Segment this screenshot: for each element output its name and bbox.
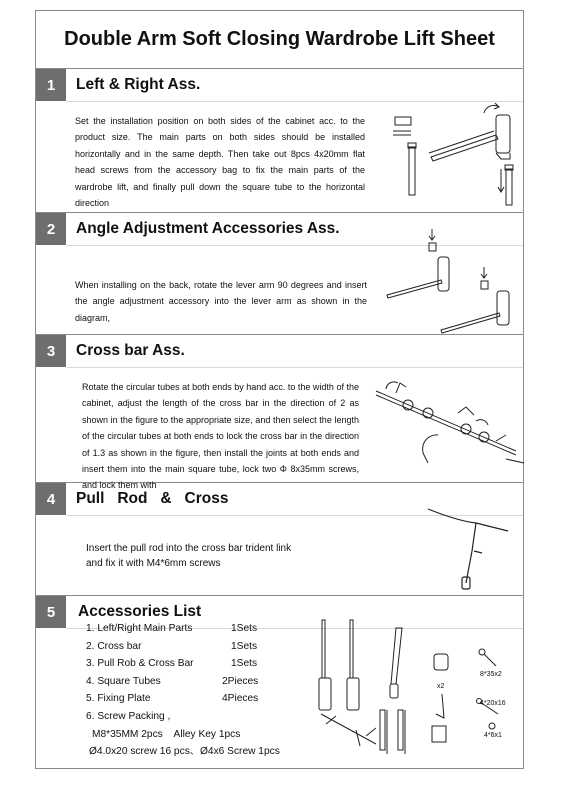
section-number: 4 bbox=[36, 483, 66, 515]
packing-line: M8*35MM 2pcs Alley Key 1pcs bbox=[92, 728, 241, 740]
packing-line: Ø4.0x20 screw 16 pcs、Ø4x6 Screw 1pcs bbox=[89, 746, 280, 758]
list-item bbox=[86, 620, 280, 638]
item-name: 1. Left/Right Main Parts bbox=[86, 623, 193, 634]
section-1 bbox=[36, 69, 523, 213]
section-body: Set the installation position on both sides of the cabinet acc. to the product size. The main parts on both sides should be installed horizontally and in the same depth. Then take out 8pcs 4x20mm flat head screws from the accessory bag to fix the main parts of the wardrobe lift, and finally pull down the square tube to the horizontal direction bbox=[75, 116, 365, 209]
accessories-diagram bbox=[316, 614, 506, 764]
item-qty: 4Pieces bbox=[222, 693, 259, 705]
item-name: 2. Cross bar bbox=[86, 640, 142, 652]
section-body: When installing on the back, rotate the lever arm 90 degrees and insert the angle adjustment accessory into the lever arm as shown in the diagram, bbox=[75, 280, 367, 323]
item-qty: 1Sets bbox=[231, 658, 258, 670]
section-title: Pull Rod & Cross bbox=[76, 490, 229, 507]
section-number: 5 bbox=[36, 596, 66, 628]
body-line: Insert the pull rod into the cross bar trident link bbox=[86, 543, 292, 554]
pull-rod-diagram bbox=[418, 491, 518, 591]
item-name: 5. Fixing Plate bbox=[86, 693, 151, 705]
instruction-sheet bbox=[35, 10, 524, 769]
section-number: 1 bbox=[36, 69, 66, 101]
list-item bbox=[86, 655, 280, 673]
section-title: Accessories List bbox=[78, 603, 202, 620]
list-item bbox=[86, 708, 280, 726]
section-body bbox=[86, 541, 356, 571]
section-number: 3 bbox=[36, 335, 66, 367]
section-number: 2 bbox=[36, 213, 66, 245]
item-name: 4. Square Tubes bbox=[86, 675, 161, 687]
main-parts-diagram bbox=[381, 95, 516, 205]
list-item bbox=[86, 690, 280, 708]
screw-label: 4*6x1 bbox=[484, 732, 502, 739]
quantity-label: x2 bbox=[437, 683, 445, 690]
cross-bar-diagram bbox=[366, 363, 526, 483]
item-qty: 2Pieces bbox=[222, 675, 259, 687]
screw-label: 4*20x16 bbox=[480, 700, 506, 707]
section-title: Cross bar Ass. bbox=[76, 342, 185, 359]
section-2 bbox=[36, 213, 523, 335]
list-item bbox=[86, 638, 280, 656]
screw-label: 8*35x2 bbox=[480, 671, 502, 678]
angle-adjustment-diagram bbox=[381, 225, 516, 330]
body-line: and fix it with M4*6mm screws bbox=[86, 558, 221, 569]
list-item bbox=[86, 673, 280, 691]
item-name: 3. Pull Rob & Cross Bar bbox=[86, 658, 194, 670]
accessories-list bbox=[86, 620, 280, 761]
section-4 bbox=[36, 483, 523, 596]
item-qty: 1Sets bbox=[231, 623, 258, 634]
item-name: 6. Screw Packing , bbox=[86, 710, 171, 722]
item-qty: 1Sets bbox=[231, 640, 258, 652]
section-title: Angle Adjustment Accessories Ass. bbox=[76, 220, 340, 237]
section-3 bbox=[36, 335, 523, 491]
section-5 bbox=[36, 596, 523, 770]
sheet-title: Double Arm Soft Closing Wardrobe Lift Sheet bbox=[36, 11, 523, 69]
section-body: Rotate the circular tubes at both ends by hand acc. to the width of the cabinet, adjust the length of the cross bar in the direction of 2 as shown in the figure to the appropriate size, and then select the length of the circular tubes at both ends to lock the cross bar in the direction of 1.3 as shown in the figure, then install the joints at both ends and insert them into the main square tube, lock two Φ 8x35mm screws, and lock them with bbox=[82, 382, 359, 491]
section-title: Left & Right Ass. bbox=[76, 76, 201, 93]
